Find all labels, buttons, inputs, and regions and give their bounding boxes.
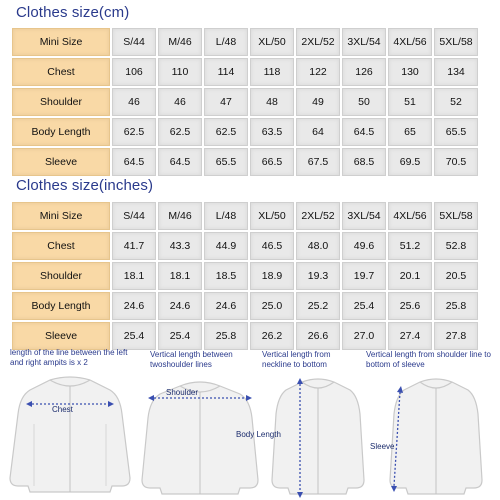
measurement-row [12, 118, 478, 146]
measurement-value: 18.9 [250, 262, 294, 290]
measurement-value: 64.5 [342, 118, 386, 146]
measurement-value: 65.5 [204, 148, 248, 176]
measurement-value: 62.5 [112, 118, 156, 146]
size-header-cell: XL/50 [250, 28, 294, 56]
size-header-cell: S/44 [112, 202, 156, 230]
measurement-value: 27.8 [434, 322, 478, 350]
measurement-value: 43.3 [158, 232, 202, 260]
measurement-value: 18.5 [204, 262, 248, 290]
chest-caption: length of the line between the left and right ampits is x 2 [10, 348, 128, 367]
measurement-row [12, 232, 478, 260]
measurement-row [12, 88, 478, 116]
measurement-label: Shoulder [12, 262, 110, 290]
measurement-value: 19.3 [296, 262, 340, 290]
body-length-measure-label: Body Length [236, 430, 281, 439]
measurement-value: 62.5 [204, 118, 248, 146]
jacket-body-length-illustration [270, 374, 366, 498]
cm-size-table [10, 26, 480, 178]
measurement-value: 26.2 [250, 322, 294, 350]
body-length-caption: Vertical length from neckline to bottom [262, 350, 331, 369]
size-header-cell: 4XL/56 [388, 202, 432, 230]
measurement-value: 47 [204, 88, 248, 116]
inches-section-title: Clothes size(inches) [16, 177, 154, 194]
measurement-label: Chest [12, 232, 110, 260]
size-header-cell: 3XL/54 [342, 28, 386, 56]
measurement-label: Sleeve [12, 148, 110, 176]
measurement-value: 48.0 [296, 232, 340, 260]
measurement-label: Body Length [12, 292, 110, 320]
size-header-row [12, 28, 478, 56]
inches-size-table [10, 200, 480, 352]
measurement-label: Chest [12, 58, 110, 86]
measurement-value: 25.4 [112, 322, 156, 350]
measurement-value: 18.1 [112, 262, 156, 290]
measurement-value: 27.4 [388, 322, 432, 350]
measurement-value: 18.1 [158, 262, 202, 290]
cm-section-title: Clothes size(cm) [16, 4, 130, 21]
measurement-value: 20.5 [434, 262, 478, 290]
measurement-value: 25.8 [204, 322, 248, 350]
measurement-value: 46 [112, 88, 156, 116]
measurement-value: 114 [204, 58, 248, 86]
measurement-value: 24.6 [204, 292, 248, 320]
size-header-label: Mini Size [12, 28, 110, 56]
measurement-value: 51 [388, 88, 432, 116]
size-header-cell: L/48 [204, 202, 248, 230]
measurement-value: 110 [158, 58, 202, 86]
measurement-value: 41.7 [112, 232, 156, 260]
size-header-cell: 4XL/56 [388, 28, 432, 56]
measurement-value: 25.4 [342, 292, 386, 320]
measurement-value: 134 [434, 58, 478, 86]
size-header-cell: M/46 [158, 28, 202, 56]
sleeve-measure-label: Sleeve [370, 442, 395, 451]
shoulder-measure-label: Shoulder [166, 388, 199, 397]
size-header-cell: 5XL/58 [434, 28, 478, 56]
measurement-value: 65 [388, 118, 432, 146]
measurement-value: 44.9 [204, 232, 248, 260]
measurement-value: 122 [296, 58, 340, 86]
size-header-cell: 3XL/54 [342, 202, 386, 230]
measurement-label: Shoulder [12, 88, 110, 116]
measurement-value: 64 [296, 118, 340, 146]
measurement-diagrams [0, 346, 500, 500]
measurement-value: 24.6 [112, 292, 156, 320]
size-header-cell: M/46 [158, 202, 202, 230]
measurement-value: 50 [342, 88, 386, 116]
measurement-label: Body Length [12, 118, 110, 146]
measurement-value: 66.5 [250, 148, 294, 176]
measurement-value: 24.6 [158, 292, 202, 320]
jacket-chest-illustration [6, 374, 134, 498]
jacket-sleeve-illustration [386, 374, 486, 498]
measurement-value: 52.8 [434, 232, 478, 260]
measurement-value: 67.5 [296, 148, 340, 176]
measurement-value: 64.5 [158, 148, 202, 176]
measurement-value: 65.5 [434, 118, 478, 146]
measurement-value: 46 [158, 88, 202, 116]
sleeve-caption: Vertical length from shoulder line to bottom of sleeve [366, 350, 491, 369]
measurement-value: 19.7 [342, 262, 386, 290]
measurement-value: 69.5 [388, 148, 432, 176]
measurement-value: 106 [112, 58, 156, 86]
shoulder-caption: Vertical length between twoshoulder lines [150, 350, 233, 369]
measurement-value: 52 [434, 88, 478, 116]
measurement-row [12, 148, 478, 176]
measurement-value: 20.1 [388, 262, 432, 290]
size-header-cell: S/44 [112, 28, 156, 56]
measurement-value: 130 [388, 58, 432, 86]
size-header-row [12, 202, 478, 230]
measurement-value: 126 [342, 58, 386, 86]
measurement-value: 64.5 [112, 148, 156, 176]
measurement-label: Sleeve [12, 322, 110, 350]
measurement-value: 118 [250, 58, 294, 86]
measurement-value: 25.4 [158, 322, 202, 350]
size-header-cell: 2XL/52 [296, 202, 340, 230]
chest-measure-label: Chest [52, 405, 73, 414]
measurement-value: 26.6 [296, 322, 340, 350]
measurement-value: 25.6 [388, 292, 432, 320]
measurement-value: 25.8 [434, 292, 478, 320]
size-header-label: Mini Size [12, 202, 110, 230]
size-header-cell: XL/50 [250, 202, 294, 230]
measurement-row [12, 58, 478, 86]
measurement-value: 25.0 [250, 292, 294, 320]
measurement-value: 25.2 [296, 292, 340, 320]
measurement-value: 49 [296, 88, 340, 116]
measurement-value: 46.5 [250, 232, 294, 260]
measurement-value: 48 [250, 88, 294, 116]
size-header-cell: 2XL/52 [296, 28, 340, 56]
measurement-value: 51.2 [388, 232, 432, 260]
measurement-row [12, 262, 478, 290]
measurement-value: 70.5 [434, 148, 478, 176]
measurement-row [12, 292, 478, 320]
measurement-value: 62.5 [158, 118, 202, 146]
size-header-cell: 5XL/58 [434, 202, 478, 230]
measurement-value: 63.5 [250, 118, 294, 146]
measurement-value: 49.6 [342, 232, 386, 260]
size-header-cell: L/48 [204, 28, 248, 56]
measurement-value: 68.5 [342, 148, 386, 176]
measurement-value: 27.0 [342, 322, 386, 350]
